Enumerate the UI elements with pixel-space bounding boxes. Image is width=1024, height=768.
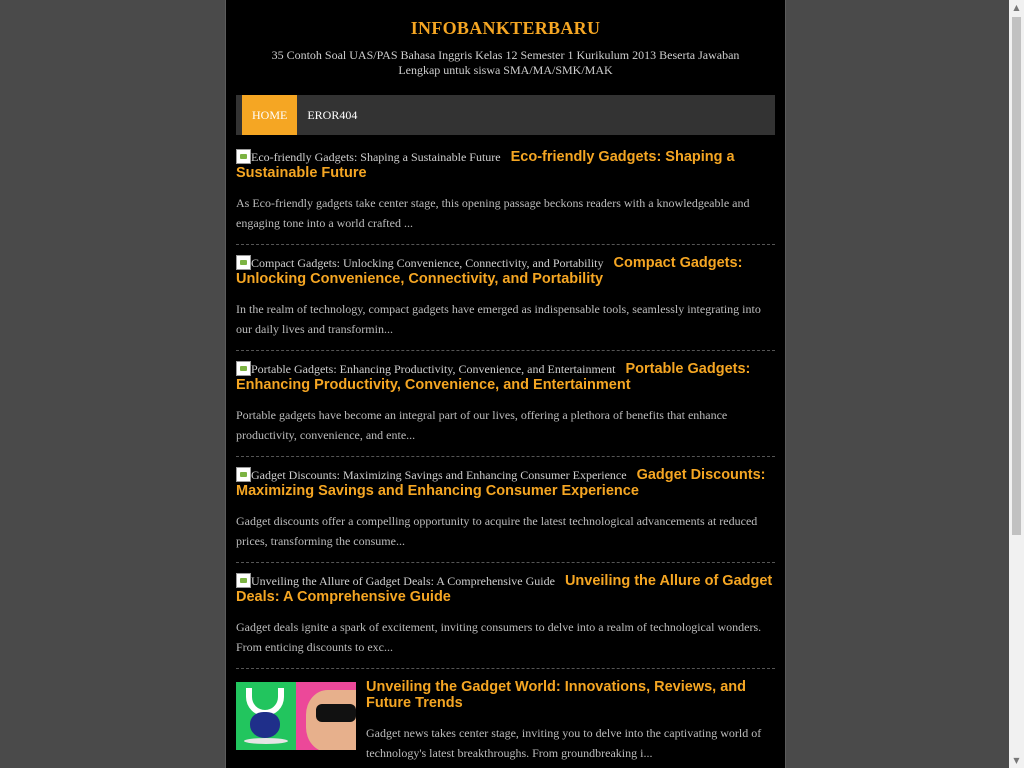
site-description: 35 Contoh Soal UAS/PAS Bahasa Inggris Kelas 12 Semester 1 Kurikulum 2013 Beserta Jawaban Lengkap untuk siswa SMA/MA/SMK/MAK	[271, 48, 740, 77]
post-thumbnail[interactable]	[236, 362, 615, 376]
broken-image-icon	[236, 149, 251, 164]
post-thumbnail-alt: Unveiling the Allure of Gadget Deals: A Comprehensive Guide	[251, 574, 555, 588]
site-title[interactable]: INFOBANKTERBARU	[410, 18, 601, 38]
scroll-up-arrow-icon[interactable]: ▲	[1013, 3, 1020, 12]
post-snippet: Portable gadgets have become an integral part of our lives, offering a plethora of benefits that enhance productivity, convenience, and ente...	[236, 408, 728, 442]
broken-image-icon	[236, 573, 251, 588]
post-title-link[interactable]: Portable Gadgets: Enhancing Productivity, Convenience, and Entertainment	[236, 361, 751, 393]
post-thumbnail-alt: Eco-friendly Gadgets: Shaping a Sustainable Future	[251, 150, 501, 164]
post-snippet: Gadget deals ignite a spark of excitement, inviting consumers to delve into a realm of technological wonders. From enticing discounts to exc...	[236, 620, 762, 654]
post-thumbnail-alt: Portable Gadgets: Enhancing Productivity, Convenience, and Entertainment	[251, 362, 616, 376]
post-item	[236, 149, 775, 245]
post-title-link[interactable]: Eco-friendly Gadgets: Shaping a Sustainable Future	[236, 149, 735, 181]
post-item	[236, 679, 775, 768]
post-thumbnail[interactable]	[236, 256, 604, 270]
post-item	[236, 467, 775, 563]
broken-image-icon	[236, 255, 251, 270]
post-item	[236, 573, 775, 669]
post-thumbnail-alt: Compact Gadgets: Unlocking Convenience, Connectivity, and Portability	[251, 256, 604, 270]
person-image	[296, 682, 356, 750]
broken-image-icon	[236, 361, 251, 376]
broken-image-icon	[236, 467, 251, 482]
scrollbar-thumb[interactable]	[1012, 17, 1021, 535]
post-list	[236, 149, 775, 768]
post-title-link[interactable]: Unveiling the Gadget World: Innovations, Reviews, and Future Trends	[366, 679, 747, 711]
main-nav	[236, 95, 775, 135]
post-thumbnail[interactable]	[236, 682, 356, 750]
post-snippet: In the realm of technology, compact gadgets have emerged as indispensable tools, seamlessly integrating into our daily lives and transformin...	[236, 302, 761, 336]
post-title-link[interactable]: Gadget Discounts: Maximizing Savings and Enhancing Consumer Experience	[236, 467, 766, 499]
scroll-down-arrow-icon[interactable]: ▼	[1013, 756, 1020, 765]
vertical-scrollbar[interactable]	[1009, 0, 1024, 768]
post-title-link[interactable]: Unveiling the Allure of Gadget Deals: A Comprehensive Guide	[236, 573, 773, 605]
nav-item-eror404[interactable]: EROR404	[307, 108, 358, 122]
toothbrush-image	[236, 682, 296, 750]
post-item	[236, 361, 775, 457]
post-thumbnail[interactable]	[236, 574, 555, 588]
nav-item-home[interactable]: HOME	[242, 95, 297, 135]
post-item	[236, 255, 775, 351]
post-snippet: Gadget news takes center stage, inviting you to delve into the captivating world of technology's latest breakthroughs. From groundbreaking i...	[366, 726, 762, 760]
post-thumbnail[interactable]	[236, 468, 627, 482]
post-thumbnail-alt: Gadget Discounts: Maximizing Savings and Enhancing Consumer Experience	[251, 468, 627, 482]
post-thumbnail[interactable]	[236, 150, 501, 164]
post-title-link[interactable]: Compact Gadgets: Unlocking Convenience, Connectivity, and Portability	[236, 255, 743, 287]
page-container	[225, 0, 786, 768]
post-snippet: As Eco-friendly gadgets take center stage, this opening passage beckons readers with a knowledgeable and engaging tone into a world crafted ...	[236, 196, 750, 230]
post-snippet: Gadget discounts offer a compelling opportunity to acquire the latest technological advancements at reduced prices, transforming the consume...	[236, 514, 758, 548]
